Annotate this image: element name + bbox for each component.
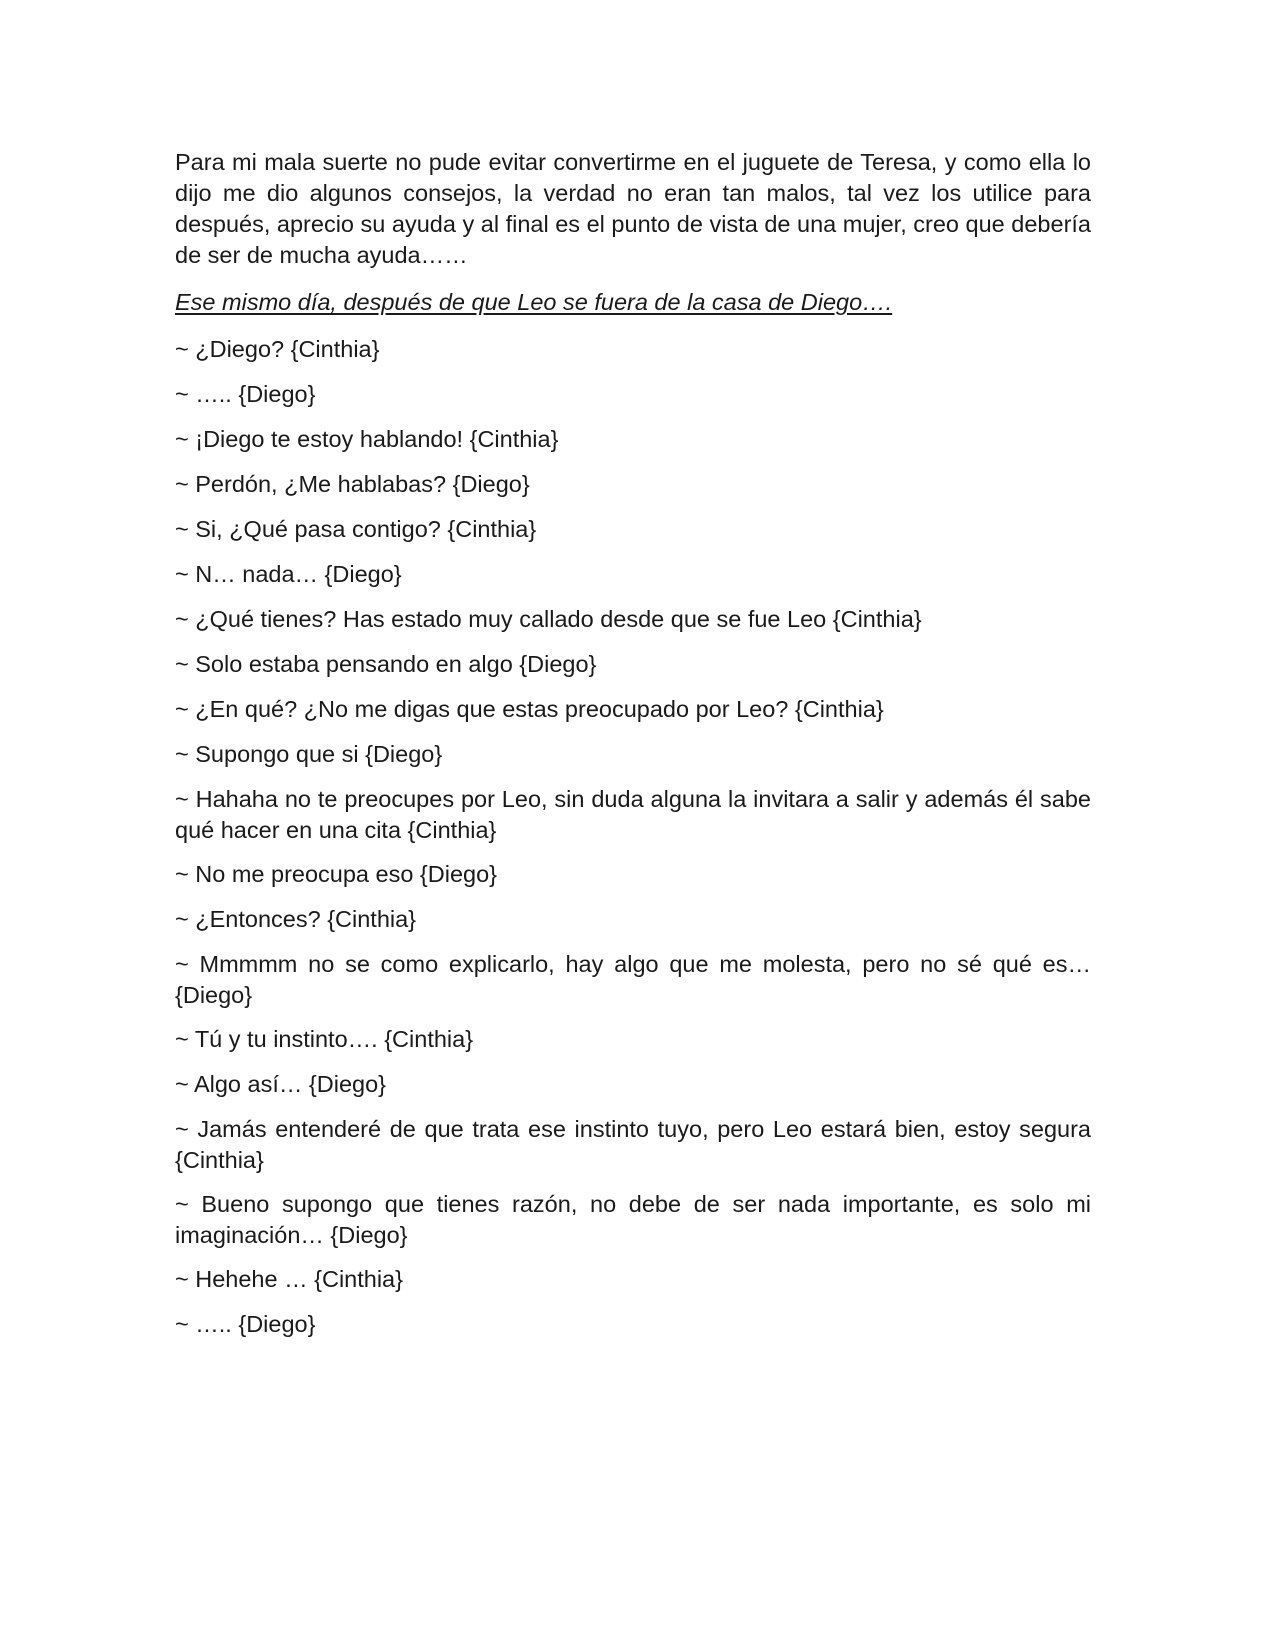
dialogue-line: ~ Supongo que si {Diego} xyxy=(175,741,443,767)
document-body xyxy=(175,147,1091,1354)
dialogue-line: ~ Bueno supongo que tienes razón, no debe de ser nada importante, es solo mi imaginación… {Diego} xyxy=(175,1191,1091,1248)
dialogue-line: ~ ¿Diego? {Cinthia} xyxy=(175,336,380,362)
dialogue-line: ~ Algo así… {Diego} xyxy=(175,1071,386,1097)
dialogue-line: ~ ¿En qué? ¿No me digas que estas preocupado por Leo? {Cinthia} xyxy=(175,696,884,722)
scene-heading: Ese mismo día, después de que Leo se fuera de la casa de Diego…. xyxy=(175,289,893,315)
dialogue-line: ~ ¡Diego te estoy hablando! {Cinthia} xyxy=(175,426,559,452)
dialogue-line: ~ No me preocupa eso {Diego} xyxy=(175,861,498,887)
dialogue-line: ~ Tú y tu instinto…. {Cinthia} xyxy=(175,1026,474,1052)
dialogue-line: ~ ¿Qué tienes? Has estado muy callado desde que se fue Leo {Cinthia} xyxy=(175,606,922,632)
dialogue-line: ~ Solo estaba pensando en algo {Diego} xyxy=(175,651,597,677)
dialogue-line: ~ ….. {Diego} xyxy=(175,381,316,407)
dialogue-line: ~ Hehehe … {Cinthia} xyxy=(175,1266,403,1292)
dialogue-line: ~ N… nada… {Diego} xyxy=(175,561,402,587)
dialogue-line: ~ Hahaha no te preocupes por Leo, sin duda alguna la invitara a salir y además él sabe qué hacer en una cita {Cinthia} xyxy=(175,786,1091,843)
dialogue-line: ~ Si, ¿Qué pasa contigo? {Cinthia} xyxy=(175,516,537,542)
dialogue-line: ~ Jamás entenderé de que trata ese instinto tuyo, pero Leo estará bien, estoy segura {Cinthia} xyxy=(175,1116,1091,1173)
dialogue-line: ~ Perdón, ¿Me hablabas? {Diego} xyxy=(175,471,530,497)
intro-paragraph: Para mi mala suerte no pude evitar convertirme en el juguete de Teresa, y como ella lo dijo me dio algunos consejos, la verdad no eran tan malos, tal vez los utilice para después, aprecio su ayuda y al final es el punto de vista de una mujer, creo que debería de ser de mucha ayuda…… xyxy=(175,149,1091,268)
dialogue-line: ~ ….. {Diego} xyxy=(175,1311,316,1337)
dialogue-line: ~ Mmmmm no se como explicarlo, hay algo que me molesta, pero no sé qué es… {Diego} xyxy=(175,951,1091,1008)
dialogue-line: ~ ¿Entonces? {Cinthia} xyxy=(175,906,417,932)
